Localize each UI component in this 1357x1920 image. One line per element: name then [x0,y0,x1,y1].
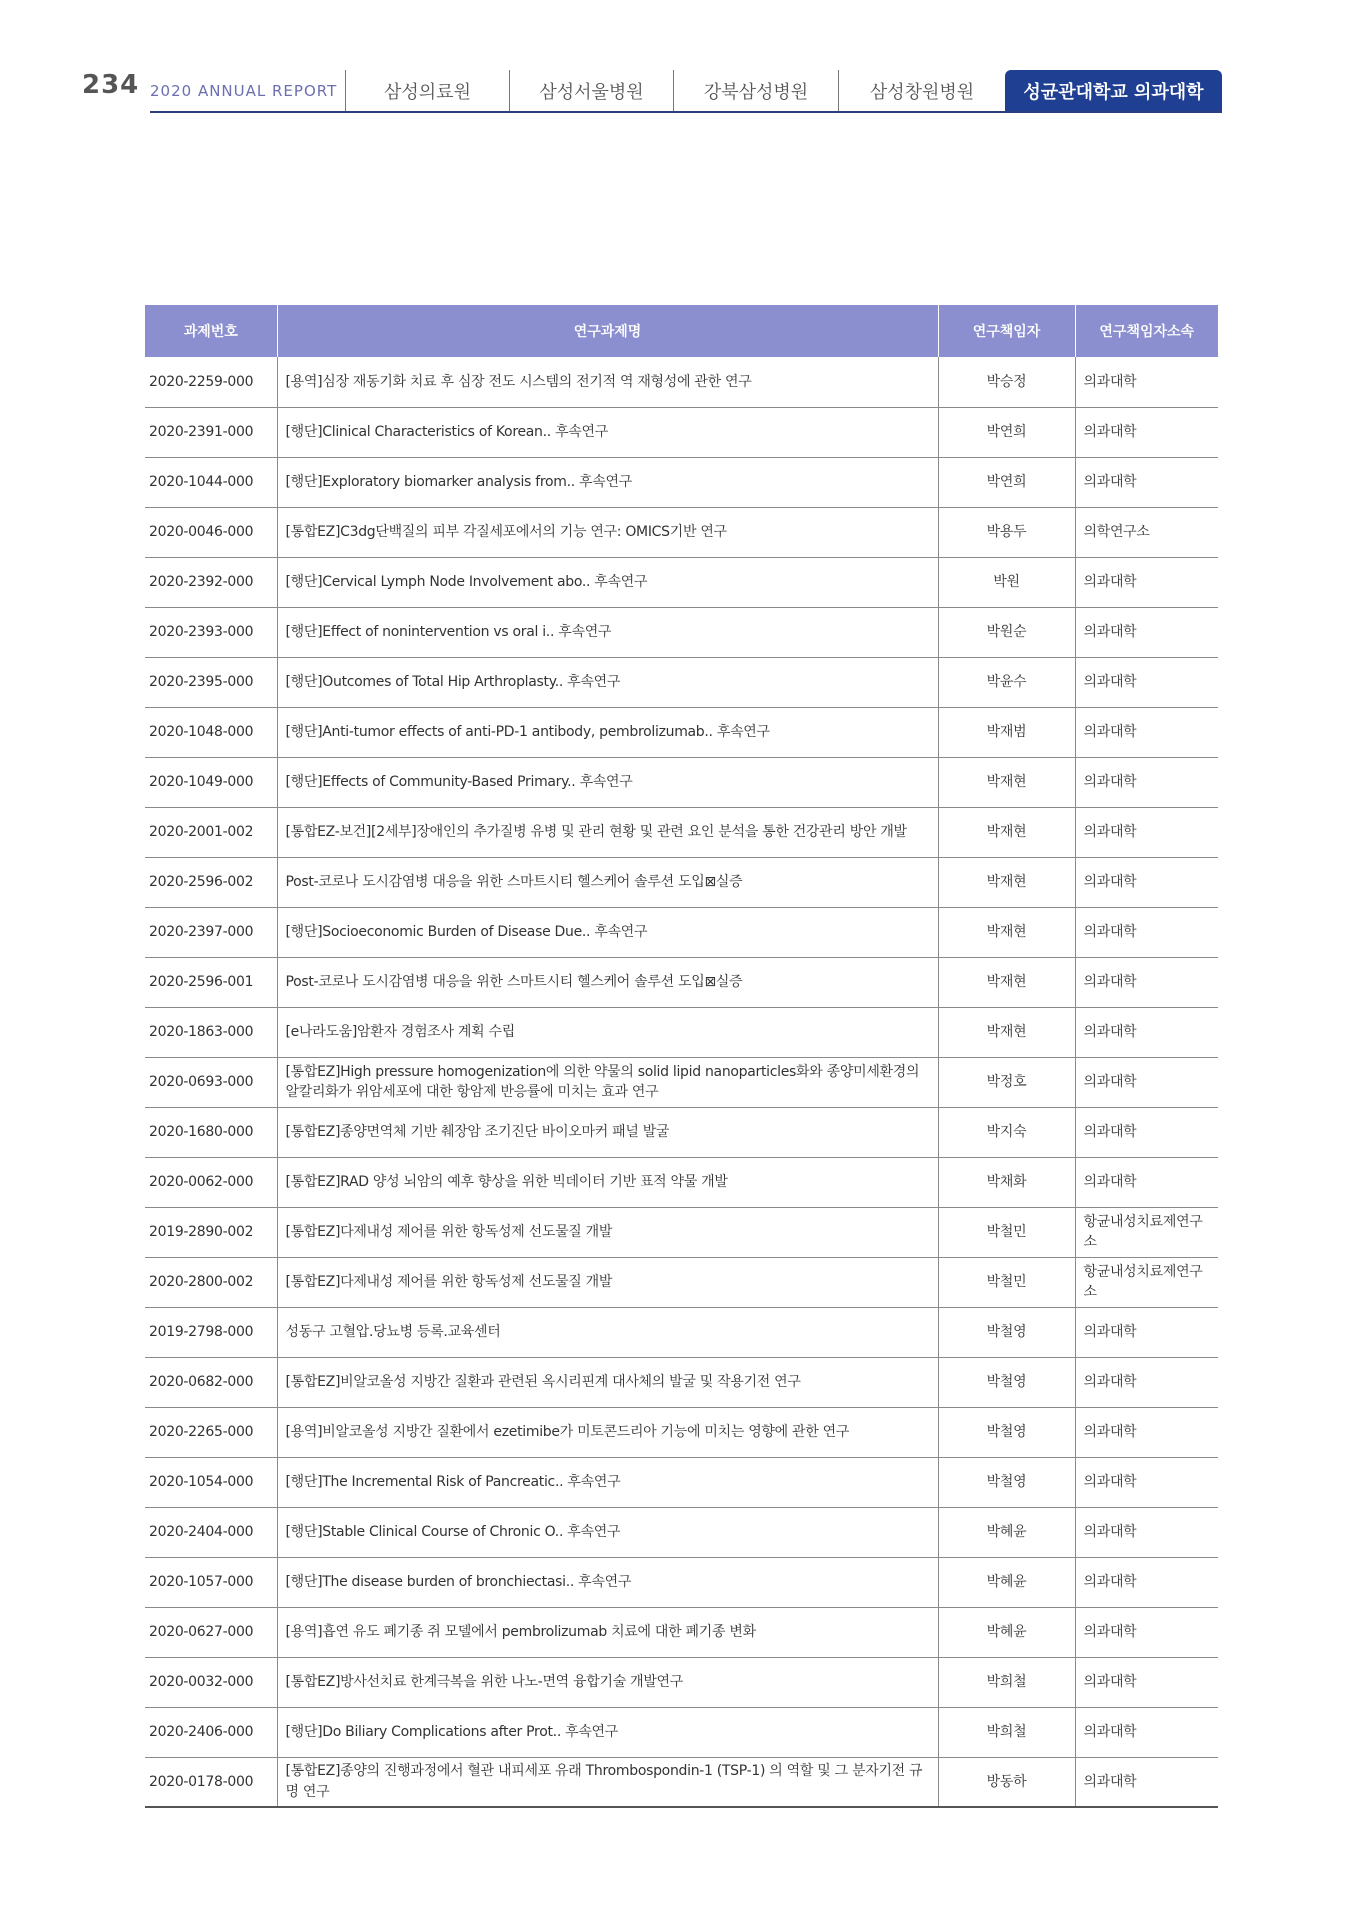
principal-investigator-cell: 박채화 [938,1157,1075,1207]
table-row [145,1157,1218,1207]
tab-skku-medical-school[interactable]: 성균관대학교 의과대학 [1005,70,1222,112]
principal-investigator-cell: 박철민 [938,1207,1075,1257]
project-title-cell: [용역]심장 재동기화 치료 후 심장 전도 시스템의 전기적 역 재형성에 관한 연구 [277,357,938,407]
project-title-cell: [행단]Outcomes of Total Hip Arthroplasty.. 후속연구 [277,657,938,707]
principal-investigator-cell: 박재현 [938,907,1075,957]
table-row [145,407,1218,457]
project-number-cell: 2020-0062-000 [145,1157,277,1207]
affiliation-cell: 의과대학 [1075,1107,1218,1157]
principal-investigator-cell: 박희철 [938,1657,1075,1707]
project-title-cell: [행단]Exploratory biomarker analysis from.. 후속연구 [277,457,938,507]
principal-investigator-cell: 방동하 [938,1757,1075,1807]
principal-investigator-cell: 박연희 [938,407,1075,457]
project-title-cell: [통합EZ]High pressure homogenization에 의한 약물의 solid lipid nanoparticles화와 종양미세환경의 알칼리화가 위암세포에 대한 항암제 반응률에 미치는 효과 연구 [277,1057,938,1107]
project-number-cell: 2020-2391-000 [145,407,277,457]
table-row [145,707,1218,757]
project-title-cell: [통합EZ]종양면역체 기반 췌장암 조기진단 바이오마커 패널 발굴 [277,1107,938,1157]
affiliation-cell: 의과대학 [1075,907,1218,957]
principal-investigator-cell: 박지숙 [938,1107,1075,1157]
project-title-cell: [통합EZ]비알코올성 지방간 질환과 관련된 옥시리핀계 대사체의 발굴 및 작용기전 연구 [277,1357,938,1407]
table-header-row [145,305,1218,357]
affiliation-cell: 의과대학 [1075,1707,1218,1757]
table-row [145,1557,1218,1607]
project-title-cell: [행단]Cervical Lymph Node Involvement abo.. 후속연구 [277,557,938,607]
affiliation-cell: 의학연구소 [1075,507,1218,557]
affiliation-cell: 의과대학 [1075,857,1218,907]
project-title-cell: [통합EZ]방사선치료 한계극복을 위한 나노-면역 융합기술 개발연구 [277,1657,938,1707]
principal-investigator-cell: 박혜윤 [938,1507,1075,1557]
affiliation-cell: 의과대학 [1075,1607,1218,1657]
project-title-cell: [용역]비알코올성 지방간 질환에서 ezetimibe가 미토콘드리아 기능에 미치는 영향에 관한 연구 [277,1407,938,1457]
tab-kangbuk-samsung-hospital[interactable]: 강북삼성병원 [673,70,838,112]
project-number-cell: 2020-0682-000 [145,1357,277,1407]
research-projects-table [145,305,1218,1808]
column-header-project-title: 연구과제명 [277,305,938,357]
principal-investigator-cell: 박철영 [938,1457,1075,1507]
project-number-cell: 2020-0627-000 [145,1607,277,1657]
principal-investigator-cell: 박재현 [938,1007,1075,1057]
table-row [145,1207,1218,1257]
project-title-cell: [e나라도움]암환자 경험조사 계획 수립 [277,1007,938,1057]
principal-investigator-cell: 박원순 [938,607,1075,657]
principal-investigator-cell: 박철영 [938,1407,1075,1457]
table-row [145,1007,1218,1057]
project-title-cell: [행단]Socioeconomic Burden of Disease Due.. 후속연구 [277,907,938,957]
principal-investigator-cell: 박재범 [938,707,1075,757]
affiliation-cell: 의과대학 [1075,757,1218,807]
project-number-cell: 2020-0046-000 [145,507,277,557]
affiliation-cell: 항균내성치료제연구소 [1075,1207,1218,1257]
project-number-cell: 2020-1044-000 [145,457,277,507]
project-title-cell: [행단]Effect of nonintervention vs oral i.. 후속연구 [277,607,938,657]
table-row [145,657,1218,707]
affiliation-cell: 의과대학 [1075,1657,1218,1707]
affiliation-cell: 의과대학 [1075,957,1218,1007]
table-row [145,1457,1218,1507]
table-row [145,507,1218,557]
column-header-affiliation: 연구책임자소속 [1075,305,1218,357]
affiliation-cell: 의과대학 [1075,407,1218,457]
project-number-cell: 2020-2397-000 [145,907,277,957]
affiliation-cell: 의과대학 [1075,807,1218,857]
table-row [145,457,1218,507]
principal-investigator-cell: 박정호 [938,1057,1075,1107]
project-number-cell: 2020-2393-000 [145,607,277,657]
table-row [145,1407,1218,1457]
principal-investigator-cell: 박혜윤 [938,1607,1075,1657]
table-row [145,1257,1218,1307]
table-row [145,1707,1218,1757]
affiliation-cell: 의과대학 [1075,1557,1218,1607]
principal-investigator-cell: 박혜윤 [938,1557,1075,1607]
project-title-cell: [행단]Anti-tumor effects of anti-PD-1 antibody, pembrolizumab.. 후속연구 [277,707,938,757]
principal-investigator-cell: 박재현 [938,957,1075,1007]
column-header-principal-investigator: 연구책임자 [938,305,1075,357]
tab-samsung-medical-center[interactable]: 삼성의료원 [345,70,509,112]
project-title-cell: Post-코로나 도시감염병 대응을 위한 스마트시티 헬스케어 솔루션 도입⊠실증 [277,957,938,1007]
project-title-cell: [행단]Stable Clinical Course of Chronic O.. 후속연구 [277,1507,938,1557]
project-number-cell: 2020-1680-000 [145,1107,277,1157]
affiliation-cell: 의과대학 [1075,1307,1218,1357]
project-title-cell: [통합EZ]다제내성 제어를 위한 항독성제 선도물질 개발 [277,1257,938,1307]
project-number-cell: 2020-0693-000 [145,1057,277,1107]
project-number-cell: 2019-2798-000 [145,1307,277,1357]
page-number: 234 [82,70,140,100]
section-tabs [345,70,1222,112]
affiliation-cell: 의과대학 [1075,357,1218,407]
project-number-cell: 2020-2392-000 [145,557,277,607]
project-title-cell: Post-코로나 도시감염병 대응을 위한 스마트시티 헬스케어 솔루션 도입⊠실증 [277,857,938,907]
project-title-cell: [통합EZ-보건][2세부]장애인의 추가질병 유병 및 관리 현황 및 관련 요인 분석을 통한 건강관리 방안 개발 [277,807,938,857]
report-title: 2020 ANNUAL REPORT [150,82,338,100]
principal-investigator-cell: 박원 [938,557,1075,607]
table-row [145,1307,1218,1357]
project-number-cell: 2020-1049-000 [145,757,277,807]
table-body [145,357,1218,1807]
table-row [145,757,1218,807]
project-title-cell: 성동구 고혈압.당뇨병 등록.교육센터 [277,1307,938,1357]
table-row [145,607,1218,657]
affiliation-cell: 의과대학 [1075,1507,1218,1557]
table-row [145,1357,1218,1407]
project-number-cell: 2020-2404-000 [145,1507,277,1557]
project-number-cell: 2020-0178-000 [145,1757,277,1807]
project-number-cell: 2020-1048-000 [145,707,277,757]
header-rule [150,111,1222,113]
table-row [145,1657,1218,1707]
table-row [145,1057,1218,1107]
project-number-cell: 2020-1863-000 [145,1007,277,1057]
table-row [145,1107,1218,1157]
column-header-project-number: 과제번호 [145,305,277,357]
affiliation-cell: 의과대학 [1075,457,1218,507]
principal-investigator-cell: 박철민 [938,1257,1075,1307]
table-row [145,807,1218,857]
principal-investigator-cell: 박용두 [938,507,1075,557]
project-title-cell: [행단]The disease burden of bronchiectasi.. 후속연구 [277,1557,938,1607]
project-number-cell: 2020-2265-000 [145,1407,277,1457]
table-row [145,557,1218,607]
project-title-cell: [통합EZ]RAD 양성 뇌암의 예후 향상을 위한 빅데이터 기반 표적 약물 개발 [277,1157,938,1207]
affiliation-cell: 의과대학 [1075,1357,1218,1407]
affiliation-cell: 의과대학 [1075,1407,1218,1457]
principal-investigator-cell: 박재현 [938,757,1075,807]
table-row [145,1757,1218,1807]
affiliation-cell: 의과대학 [1075,657,1218,707]
project-number-cell: 2020-2395-000 [145,657,277,707]
project-number-cell: 2019-2890-002 [145,1207,277,1257]
project-title-cell: [통합EZ]종양의 진행과정에서 혈관 내피세포 유래 Thrombospondin-1 (TSP-1) 의 역할 및 그 분자기전 규명 연구 [277,1757,938,1807]
affiliation-cell: 의과대학 [1075,1457,1218,1507]
project-number-cell: 2020-2596-002 [145,857,277,907]
table-row [145,1507,1218,1557]
project-number-cell: 2020-0032-000 [145,1657,277,1707]
project-number-cell: 2020-2259-000 [145,357,277,407]
affiliation-cell: 의과대학 [1075,707,1218,757]
table-row [145,957,1218,1007]
project-number-cell: 2020-2800-002 [145,1257,277,1307]
principal-investigator-cell: 박승정 [938,357,1075,407]
principal-investigator-cell: 박희철 [938,1707,1075,1757]
principal-investigator-cell: 박철영 [938,1357,1075,1407]
research-projects-table-container [145,305,1218,1808]
project-title-cell: [통합EZ]다제내성 제어를 위한 항독성제 선도물질 개발 [277,1207,938,1257]
table-row [145,357,1218,407]
project-title-cell: [행단]Effects of Community-Based Primary.. 후속연구 [277,757,938,807]
project-number-cell: 2020-2406-000 [145,1707,277,1757]
project-title-cell: [통합EZ]C3dg단백질의 피부 각질세포에서의 기능 연구: OMICS기반 연구 [277,507,938,557]
project-number-cell: 2020-2001-002 [145,807,277,857]
affiliation-cell: 의과대학 [1075,557,1218,607]
affiliation-cell: 항균내성치료제연구소 [1075,1257,1218,1307]
project-title-cell: [행단]Clinical Characteristics of Korean.. 후속연구 [277,407,938,457]
tab-samsung-changwon-hospital[interactable]: 삼성창원병원 [838,70,1005,112]
principal-investigator-cell: 박윤수 [938,657,1075,707]
project-title-cell: [행단]Do Biliary Complications after Prot.. 후속연구 [277,1707,938,1757]
affiliation-cell: 의과대학 [1075,1007,1218,1057]
table-row [145,857,1218,907]
affiliation-cell: 의과대학 [1075,607,1218,657]
principal-investigator-cell: 박연희 [938,457,1075,507]
affiliation-cell: 의과대학 [1075,1757,1218,1807]
table-row [145,907,1218,957]
principal-investigator-cell: 박재현 [938,857,1075,907]
tab-samsung-seoul-hospital[interactable]: 삼성서울병원 [509,70,673,112]
affiliation-cell: 의과대학 [1075,1157,1218,1207]
principal-investigator-cell: 박재현 [938,807,1075,857]
affiliation-cell: 의과대학 [1075,1057,1218,1107]
project-title-cell: [행단]The Incremental Risk of Pancreatic.. 후속연구 [277,1457,938,1507]
project-number-cell: 2020-2596-001 [145,957,277,1007]
project-title-cell: [용역]흡연 유도 폐기종 쥐 모델에서 pembrolizumab 치료에 대한 폐기종 변화 [277,1607,938,1657]
table-row [145,1607,1218,1657]
project-number-cell: 2020-1054-000 [145,1457,277,1507]
principal-investigator-cell: 박철영 [938,1307,1075,1357]
project-number-cell: 2020-1057-000 [145,1557,277,1607]
